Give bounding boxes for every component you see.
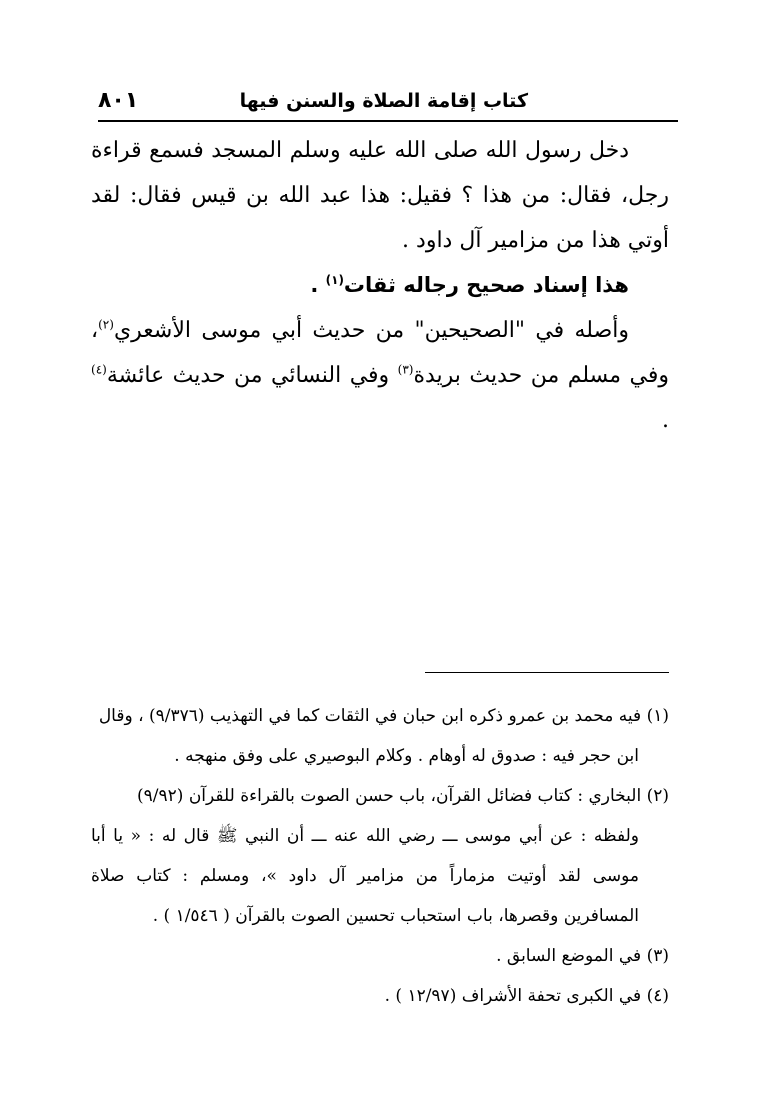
footnote-2-continuation: ولفظه : عن أبي موسى ـــ رضي الله عنه ـــ أن النبي ﷺ قال له : « يا أبا موسى لقد أوتيت مزماراً من مزامير آل داود »، ومسلم : كتاب صلاة المسافرين وقصرها، باب استحباب تحسين الصوت بالقرآن ( ١/٥٤٦ ) .: [91, 826, 639, 926]
footnote-1-continuation: ابن حجر فيه : صدوق له أوهام . وكلام البوصيري على وفق منهجه .: [174, 746, 639, 766]
footnote-ref-1: (١): [325, 273, 344, 287]
footnote-3: [91, 936, 669, 976]
running-title: كتاب إقامة الصلاة والسنن فيها: [239, 90, 528, 112]
isnad-statement: [91, 263, 669, 308]
footnote-ref-4: (٤): [91, 362, 107, 377]
page-number: ٨٠١: [98, 88, 139, 113]
footnote-4-text: في الكبرى تحفة الأشراف (١٢/٩٧ ) .: [384, 986, 642, 1006]
footnote-2: [91, 776, 669, 816]
footnote-2-text: البخاري : كتاب فضائل القرآن، باب حسن الصوت بالقراءة للقرآن (٩/٩٢): [137, 786, 642, 806]
source-paragraph: [91, 308, 669, 443]
isnad-text: هذا إسناد صحيح رجاله ثقات: [343, 273, 629, 297]
footnotes: [91, 696, 669, 1016]
footnote-3-text: في الموضع السابق .: [496, 946, 642, 966]
footnote-3-number: (٣): [646, 946, 669, 966]
footnote-4: [91, 976, 669, 1016]
source-text-b: ، وفي مسلم من حديث بريدة: [91, 318, 669, 388]
footnote-1-number: (١): [646, 706, 669, 726]
footnote-2-number: (٢): [646, 786, 669, 806]
footnote-4-number: (٤): [646, 986, 669, 1006]
main-text: [91, 128, 669, 443]
source-text-end: .: [662, 408, 669, 433]
isnad-end: .: [310, 273, 326, 297]
source-text-a: وأصله في "الصحيحين" من حديث أبي موسى الأشعري: [113, 318, 629, 343]
footnote-separator: [425, 672, 669, 673]
footnote-1: [91, 696, 669, 736]
hadith-paragraph: دخل رسول الله صلى الله عليه وسلم المسجد فسمع قراءة رجل، فقال: من هذا ؟ فقيل: هذا عبد الله بن قيس فقال: لقد أوتي هذا من مزامير آل داود .: [91, 138, 669, 253]
footnote-1-text: فيه محمد بن عمرو ذكره ابن حبان في الثقات كما في التهذيب (٩/٣٧٦) ، وقال: [98, 706, 642, 726]
footnote-ref-3: (٣): [397, 362, 414, 377]
page-header: [98, 88, 678, 122]
footnote-ref-2: (٢): [98, 317, 114, 332]
source-text-c: وفي النسائي من حديث عائشة: [106, 363, 398, 388]
